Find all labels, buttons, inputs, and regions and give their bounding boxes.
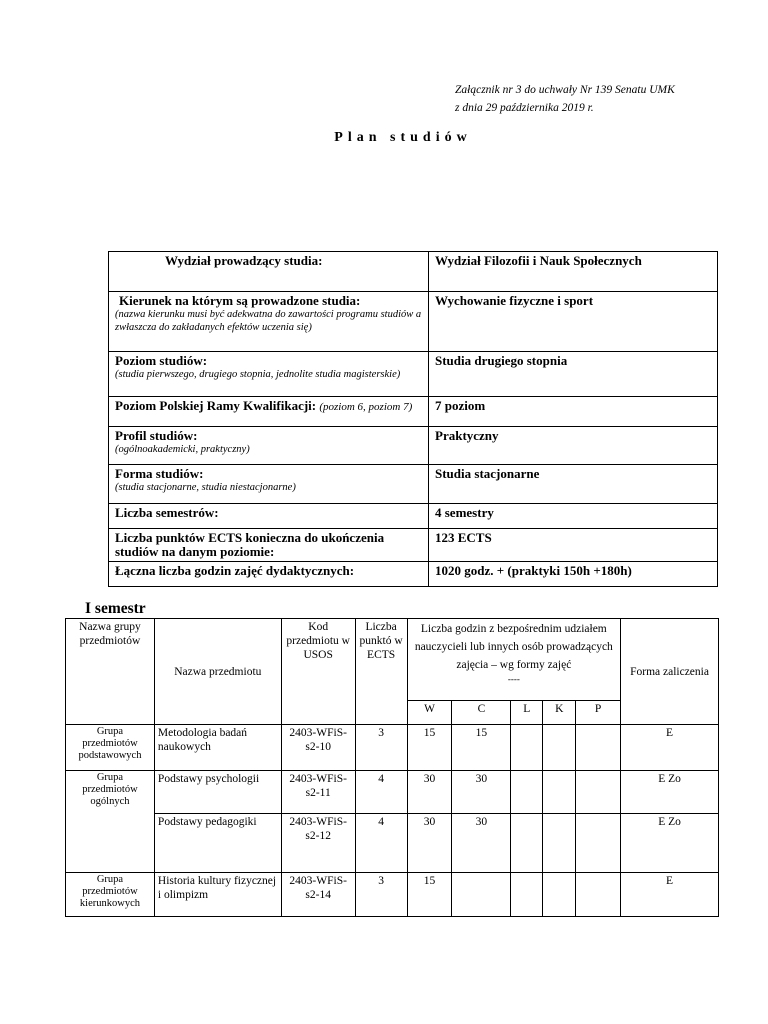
- l-cell: [511, 771, 543, 814]
- level-label: Poziom studiów:: [115, 353, 208, 368]
- k-cell: [543, 725, 576, 771]
- info-row-semesters: [109, 504, 718, 529]
- prk-cell: [109, 397, 429, 427]
- profile-note: (ogólnoakademicki, praktyczny): [115, 444, 250, 455]
- group-cell: Grupa przedmiotów kierunkowych: [66, 873, 155, 917]
- p-cell: [576, 814, 621, 873]
- info-row-hours: [109, 562, 718, 587]
- header-p: P: [576, 701, 621, 725]
- k-cell: [543, 771, 576, 814]
- info-row-profile: [109, 427, 718, 465]
- subject-cell: Podstawy psychologii: [154, 771, 281, 814]
- attachment-note: [455, 81, 675, 117]
- k-cell: [543, 814, 576, 873]
- k-cell: [543, 873, 576, 917]
- form-note: (studia stacjonarne, studia niestacjonarne): [115, 482, 296, 493]
- table-row: [66, 873, 719, 917]
- ects-label: Liczba punktów ECTS konieczna do ukończenia studiów na danym poziomie:: [109, 529, 429, 562]
- profile-value: Praktyczny: [429, 427, 718, 465]
- hours-label: Łączna liczba godzin zajęć dydaktycznych:: [109, 562, 429, 587]
- form-cell: E: [621, 873, 719, 917]
- w-cell: 15: [407, 873, 452, 917]
- info-row-faculty: [109, 252, 718, 292]
- prk-note: (poziom 6, poziom 7): [319, 401, 413, 413]
- header-hours-dash: ----: [507, 674, 520, 684]
- c-cell: 30: [452, 771, 511, 814]
- field-cell: [109, 292, 429, 352]
- l-cell: [511, 814, 543, 873]
- l-cell: [511, 725, 543, 771]
- l-cell: [511, 873, 543, 917]
- header-w: W: [407, 701, 452, 725]
- attachment-line-1: Załącznik nr 3 do uchwały Nr 139 Senatu UMK: [455, 84, 675, 96]
- table-row: [66, 725, 719, 771]
- info-row-ects: [109, 529, 718, 562]
- field-value: Wychowanie fizyczne i sport: [429, 292, 718, 352]
- code-cell: 2403-WFiS-s2-12: [281, 814, 355, 873]
- code-cell: 2403-WFiS-s2-10: [281, 725, 355, 771]
- subject-cell: Metodologia badań naukowych: [154, 725, 281, 771]
- semesters-value: 4 semestry: [429, 504, 718, 529]
- level-cell: [109, 352, 429, 397]
- p-cell: [576, 725, 621, 771]
- header-hours-cell: [407, 619, 621, 701]
- study-info-table: [108, 251, 718, 587]
- info-row-field: [109, 292, 718, 352]
- field-note: (nazwa kierunku musi być adekwatna do zawartości programu studiów a zwłaszcza do zakładanych efektów uczenia się): [115, 309, 422, 333]
- w-cell: 30: [407, 814, 452, 873]
- w-cell: 15: [407, 725, 452, 771]
- p-cell: [576, 771, 621, 814]
- code-cell: 2403-WFiS-s2-14: [281, 873, 355, 917]
- form-cell: [109, 465, 429, 504]
- level-note: (studia pierwszego, drugiego stopnia, jednolite studia magisterskie): [115, 369, 401, 380]
- header-code: Kod przedmiotu w USOS: [281, 619, 355, 725]
- header-ects: Liczba punktó w ECTS: [355, 619, 407, 725]
- table-row: [66, 814, 719, 873]
- form-cell: E: [621, 725, 719, 771]
- ects-cell: 3: [355, 873, 407, 917]
- c-cell: 30: [452, 814, 511, 873]
- form-cell: E Zo: [621, 814, 719, 873]
- semester-title: I semestr: [85, 600, 146, 617]
- ects-cell: 4: [355, 814, 407, 873]
- semester-plan-table: [65, 618, 719, 917]
- form-cell: E Zo: [621, 771, 719, 814]
- header-row: [66, 619, 719, 701]
- header-subject: Nazwa przedmiotu: [154, 619, 281, 725]
- header-form: Forma zaliczenia: [621, 619, 719, 725]
- c-cell: 15: [452, 725, 511, 771]
- c-cell: [452, 873, 511, 917]
- faculty-label: Wydział prowadzący studia:: [109, 252, 429, 292]
- profile-label: Profil studiów:: [115, 428, 198, 443]
- document-title: Plan studiów: [334, 130, 472, 145]
- info-row-level: [109, 352, 718, 397]
- semesters-label: Liczba semestrów:: [109, 504, 429, 529]
- ects-value: 123 ECTS: [429, 529, 718, 562]
- profile-cell: [109, 427, 429, 465]
- hours-value: 1020 godz. + (praktyki 150h +180h): [429, 562, 718, 587]
- prk-label: Poziom Polskiej Ramy Kwalifikacji:: [115, 398, 317, 413]
- header-l: L: [511, 701, 543, 725]
- subject-cell: Podstawy pedagogiki: [154, 814, 281, 873]
- subject-cell: Historia kultury fizycznej i olimpizm: [154, 873, 281, 917]
- ects-cell: 3: [355, 725, 407, 771]
- w-cell: 30: [407, 771, 452, 814]
- faculty-value: Wydział Filozofii i Nauk Społecznych: [429, 252, 718, 292]
- table-row: [66, 771, 719, 814]
- header-hours: Liczba godzin z bezpośrednim udziałem nauczycieli lub innych osób prowadzących zajęcia – wg formy zajęć: [414, 623, 613, 671]
- form-label: Forma studiów:: [115, 466, 204, 481]
- prk-value: 7 poziom: [429, 397, 718, 427]
- header-c: C: [452, 701, 511, 725]
- info-row-prk: [109, 397, 718, 427]
- p-cell: [576, 873, 621, 917]
- attachment-line-2: z dnia 29 października 2019 r.: [455, 102, 594, 114]
- group-cell: Grupa przedmiotów ogólnych: [66, 771, 155, 873]
- code-cell: 2403-WFiS-s2-11: [281, 771, 355, 814]
- header-k: K: [543, 701, 576, 725]
- field-label: Kierunek na którym są prowadzone studia:: [119, 293, 361, 308]
- header-group: Nazwa grupy przedmiotów: [66, 619, 155, 725]
- form-value: Studia stacjonarne: [429, 465, 718, 504]
- level-value: Studia drugiego stopnia: [429, 352, 718, 397]
- info-row-form: [109, 465, 718, 504]
- ects-cell: 4: [355, 771, 407, 814]
- group-cell: Grupa przedmiotów podstawowych: [66, 725, 155, 771]
